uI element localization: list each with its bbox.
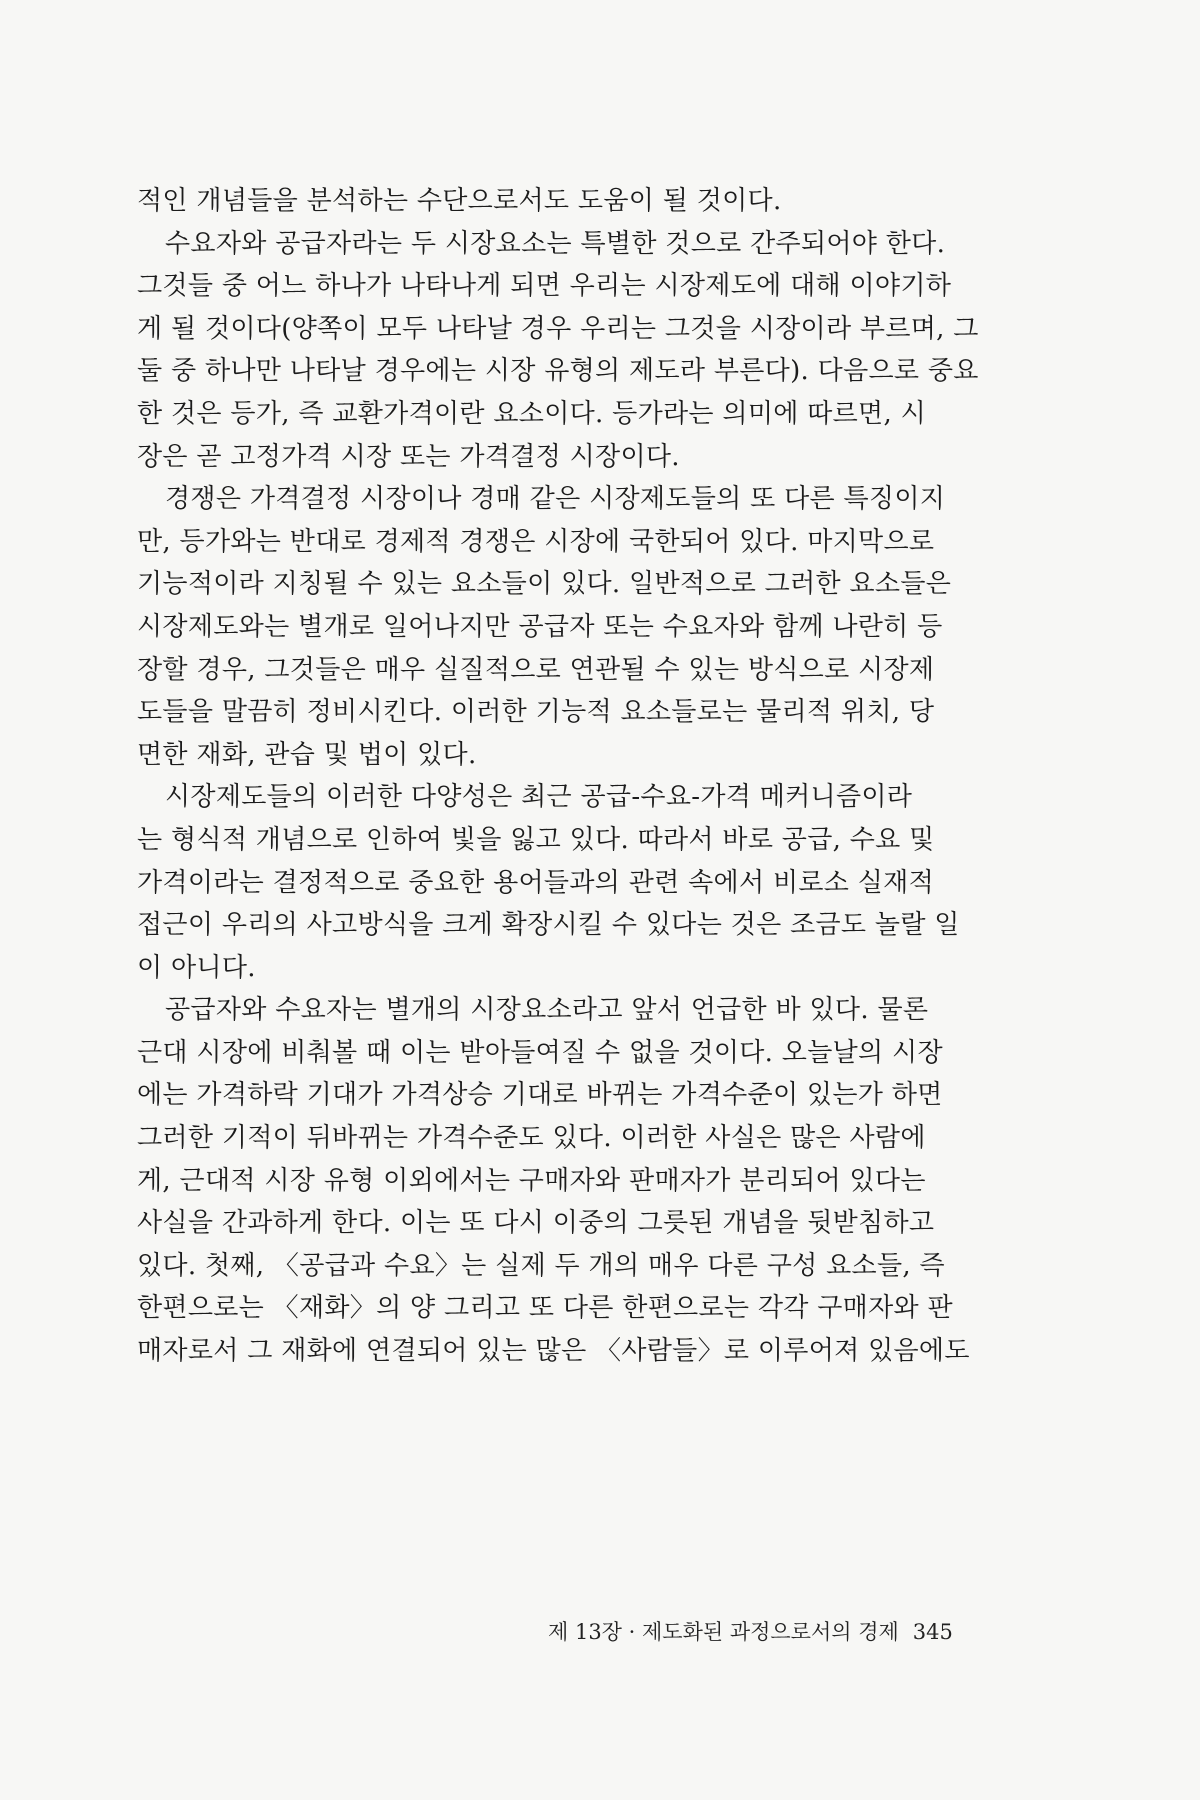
running-head: 제 13장 · 제도화된 과정으로서의 경제 [548, 1620, 899, 1644]
text-line: 에는 가격하락 기대가 가격상승 기대로 바뀌는 가격수준이 있는가 하면 [137, 1080, 943, 1111]
text-line: 적인 개념들을 분석하는 수단으로서도 도움이 될 것이다. [137, 186, 782, 216]
text-line: 도들을 말끔히 정비시킨다. 이러한 기능적 요소들로는 물리적 위치, 당 [137, 697, 935, 728]
text-line: 기능적이라 지칭될 수 있는 요소들이 있다. 일반적으로 그러한 요소들은 [137, 569, 952, 600]
text-line: 면한 재화, 관습 및 법이 있다. [137, 739, 477, 770]
body-text [137, 180, 1025, 1373]
text-line: 한편으로는 〈재화〉의 양 그리고 또 다른 한편으로는 각각 구매자와 판 [137, 1293, 953, 1324]
text-line: 한 것은 등가, 즉 교환가격이란 요소이다. 등가라는 의미에 따르면, 시 [137, 398, 927, 429]
text-line: 사실을 간과하게 한다. 이는 또 다시 이중의 그릇된 개념을 뒷받침하고 [137, 1208, 935, 1239]
text-line: 게, 근대적 시장 유형 이외에서는 구매자와 판매자가 분리되어 있다는 [137, 1165, 926, 1196]
page-number: 345 [912, 1620, 953, 1644]
text-line: 매자로서 그 재화에 연결되어 있는 많은 〈사람들〉로 이루어져 있음에도 [137, 1336, 970, 1367]
text-line: 그것들 중 어느 하나가 나타나게 되면 우리는 시장제도에 대해 이야기하 [137, 271, 952, 302]
text-line: 게 될 것이다(양쪽이 모두 나타날 경우 우리는 그것을 시장이라 부르며, 그 [137, 313, 979, 344]
text-line: 있다. 첫째, 〈공급과 수요〉는 실제 두 개의 매우 다른 구성 요소들, 즉 [137, 1250, 945, 1281]
text-line: 시장제도들의 이러한 다양성은 최근 공급-수요-가격 메커니즘이라 [165, 782, 913, 813]
page-footer [548, 1616, 1008, 1646]
text-line: 장은 곧 고정가격 시장 또는 가격결정 시장이다. [137, 441, 680, 472]
text-line: 경쟁은 가격결정 시장이나 경매 같은 시장제도들의 또 다른 특징이지 [165, 484, 946, 515]
text-line: 만, 등가와는 반대로 경제적 경쟁은 시장에 국한되어 있다. 마지막으로 [137, 526, 935, 557]
text-line: 가격이라는 결정적으로 중요한 용어들과의 관련 속에서 비로소 실재적 [137, 867, 935, 898]
text-line: 둘 중 하나만 나타날 경우에는 시장 유형의 제도라 부른다). 다음으로 중요 [137, 356, 979, 387]
text-line: 그러한 기적이 뒤바뀌는 가격수준도 있다. 이러한 사실은 많은 사람에 [137, 1123, 926, 1154]
text-line: 시장제도와는 별개로 일어나지만 공급자 또는 수요자와 함께 나란히 등 [137, 611, 943, 642]
text-line: 공급자와 수요자는 별개의 시장요소라고 앞서 언급한 바 있다. 물론 [165, 995, 929, 1026]
text-line: 수요자와 공급자라는 두 시장요소는 특별한 것으로 간주되어야 한다. [165, 228, 946, 259]
text-line: 접근이 우리의 사고방식을 크게 확장시킬 수 있다는 것은 조금도 놀랄 일 [137, 910, 960, 941]
text-line: 장할 경우, 그것들은 매우 실질적으로 연관될 수 있는 방식으로 시장제 [137, 654, 935, 685]
text-line: 근대 시장에 비춰볼 때 이는 받아들여질 수 없을 것이다. 오늘날의 시장 [137, 1037, 943, 1068]
text-line: 는 형식적 개념으로 인하여 빛을 잃고 있다. 따라서 바로 공급, 수요 및 [137, 824, 935, 855]
text-line: 이 아니다. [137, 952, 256, 983]
